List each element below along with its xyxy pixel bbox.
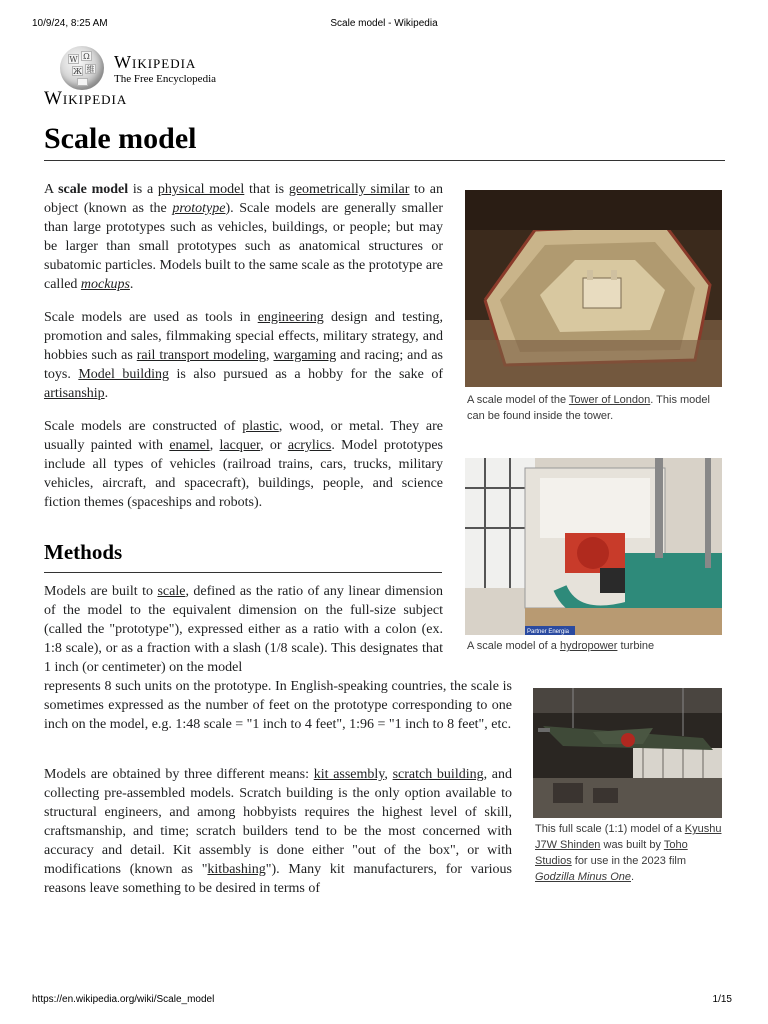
wikipedia-logo-tagline: The Free Encyclopedia bbox=[114, 73, 217, 85]
wikipedia-wordmark[interactable]: Wikipedia bbox=[44, 88, 128, 109]
link-scale[interactable]: scale bbox=[157, 584, 186, 599]
text: turbine bbox=[617, 640, 655, 652]
link-enamel[interactable]: enamel bbox=[169, 438, 210, 453]
link-plastic[interactable]: plastic bbox=[242, 419, 279, 434]
text: . bbox=[631, 871, 635, 883]
text: represents 8 such units on the prototype. In English-speaking countries, the scale is sometimes expressed as the number of feet on the prototype corresponding to one inch on the model, e.g. 1:48 scale = "1 inch to 4 feet", 1:96 = "1 inch to 8 feet", etc. bbox=[44, 679, 512, 732]
text: . This model can be found inside the tower. bbox=[467, 394, 710, 422]
link-physical-model[interactable]: physical model bbox=[157, 182, 245, 197]
text: A scale model of a bbox=[467, 640, 560, 652]
link-kit-assembly[interactable]: kit assembly bbox=[313, 767, 385, 782]
text: for use in the 2023 film bbox=[571, 855, 687, 867]
hydropower-caption bbox=[467, 638, 722, 654]
intro-paragraph-1 bbox=[44, 180, 443, 294]
methods-heading: Methods bbox=[44, 540, 123, 564]
globe-piece: Ж bbox=[73, 67, 82, 76]
text: and racing; and as toys. bbox=[44, 348, 443, 382]
link-wargaming[interactable]: wargaming bbox=[273, 348, 337, 363]
link-acrylics[interactable]: acrylics bbox=[287, 438, 332, 453]
text: , wood, or metal. They are usually painted with bbox=[44, 419, 443, 453]
title-divider bbox=[44, 160, 725, 161]
link-toho-studios[interactable]: Toho Studios bbox=[535, 839, 688, 867]
globe-piece: W bbox=[69, 55, 78, 64]
link-kitbashing[interactable]: kitbashing bbox=[207, 862, 266, 877]
text: is a bbox=[128, 182, 158, 197]
link-model-building[interactable]: Model building bbox=[78, 367, 170, 382]
text: Scale models are constructed of bbox=[44, 419, 243, 434]
globe-piece: Ω bbox=[81, 51, 92, 61]
text: design and testing, promotion and sales, filmmaking special effects, military strategy, and hobbies such as bbox=[44, 310, 443, 363]
text: . bbox=[104, 386, 109, 401]
text: to an object (known as the bbox=[44, 182, 443, 216]
text: , defined as the ratio of any linear dimension of the model to the equivalent dimension on the full-size subject (called the "prototype"), expressed either as a ratio with a colon (ex. 1:8 scale), or as a fraction with a slash (1/8 scale). This designates that 1 inch (or centimeter) on the model bbox=[44, 584, 443, 675]
wikipedia-logo[interactable] bbox=[60, 46, 240, 92]
text: that is bbox=[244, 182, 289, 197]
hydro-sign-text: Partner Energia bbox=[527, 629, 570, 635]
print-footer bbox=[32, 994, 736, 1008]
link-mockups[interactable]: mockups bbox=[80, 277, 130, 292]
link-prototype[interactable]: prototype bbox=[172, 201, 226, 216]
text: This full scale (1:1) model of a bbox=[535, 823, 685, 835]
text: Models are built to bbox=[44, 584, 158, 599]
wikipedia-logo-name: Wikipedia bbox=[114, 52, 197, 72]
link-artisanship[interactable]: artisanship bbox=[44, 386, 105, 401]
text: Scale models are used as tools in bbox=[44, 310, 258, 325]
link-godzilla-minus-one[interactable]: Godzilla Minus One bbox=[535, 871, 631, 883]
methods-divider bbox=[44, 572, 442, 573]
link-rail-transport-modeling[interactable]: rail transport modeling bbox=[136, 348, 266, 363]
link-lacquer[interactable]: lacquer bbox=[219, 438, 261, 453]
text: is also pursued as a hobby for the sake of bbox=[169, 367, 443, 382]
link-scratch-building[interactable]: scratch building bbox=[392, 767, 484, 782]
methods-paragraph-2 bbox=[44, 765, 512, 898]
tower-caption bbox=[467, 392, 722, 424]
text: , bbox=[384, 767, 393, 782]
link-kyushu-j7w-shinden[interactable]: Kyushu J7W Shinden bbox=[535, 823, 722, 851]
wikipedia-globe-icon bbox=[60, 46, 104, 90]
link-engineering[interactable]: engineering bbox=[257, 310, 324, 325]
print-page-title: Scale model - Wikipedia bbox=[330, 18, 438, 29]
text: "). Many kit manufacturers, for various reasons leave something to be desired in terms of bbox=[44, 862, 512, 896]
shinden-model-image[interactable] bbox=[533, 688, 722, 818]
text: was built by bbox=[600, 839, 664, 851]
print-url: https://en.wikipedia.org/wiki/Scale_model bbox=[32, 994, 215, 1005]
bold-term: scale model bbox=[58, 182, 129, 197]
text: , and collecting pre-assembled models. Scratch building is the only option available to structural engineers, and among hobbyists requires the highest level of skill, craftsmanship, and time; scratch builders tend to be the most concerned with accuracy and detail. Kit assembly is done either "out of the box", or with modifications (known as " bbox=[44, 767, 513, 877]
globe-piece: 維 bbox=[86, 65, 95, 74]
intro-paragraph-2 bbox=[44, 308, 443, 403]
page-title: Scale model bbox=[44, 122, 197, 155]
text: A scale model of the bbox=[467, 394, 569, 406]
figure-tower-of-london bbox=[465, 190, 722, 430]
shinden-caption bbox=[535, 821, 722, 885]
print-datetime: 10/9/24, 8:25 AM bbox=[32, 18, 108, 29]
page-number: 1/15 bbox=[712, 994, 732, 1005]
link-geometrically-similar[interactable]: geometrically similar bbox=[288, 182, 410, 197]
hydropower-turbine-image[interactable] bbox=[465, 458, 722, 635]
text: . bbox=[129, 277, 134, 292]
intro-paragraph-3 bbox=[44, 417, 443, 512]
methods-paragraph-1a bbox=[44, 582, 443, 677]
print-header bbox=[32, 18, 736, 32]
text: Models are obtained by three different means: bbox=[44, 767, 314, 782]
figure-hydropower-turbine bbox=[465, 458, 722, 658]
text: A bbox=[44, 182, 59, 197]
text: . Model prototypes include all types of vehicles (railroad trains, cars, trucks, military vehicles, aircraft, and spacecraft), buildings, people, and science fiction themes (spaceships and robots). bbox=[44, 438, 444, 510]
intro-section bbox=[44, 180, 443, 526]
figure-shinden bbox=[533, 688, 722, 888]
methods-paragraph-1b bbox=[44, 677, 512, 734]
link-hydropower[interactable]: hydropower bbox=[559, 640, 618, 652]
link-tower-of-london[interactable]: Tower of London bbox=[568, 394, 651, 406]
text: ). Scale models are generally smaller than large prototypes such as vehicles, buildings, or people; but may be larger than small prototypes such as anatomical structures or subatomic particles. Models built to the same scale as the prototype are called bbox=[44, 201, 443, 292]
text: , or bbox=[260, 438, 288, 453]
tower-of-london-model-image[interactable] bbox=[465, 190, 722, 387]
globe-piece bbox=[77, 78, 88, 86]
text: , bbox=[209, 438, 220, 453]
text: , bbox=[266, 348, 274, 363]
